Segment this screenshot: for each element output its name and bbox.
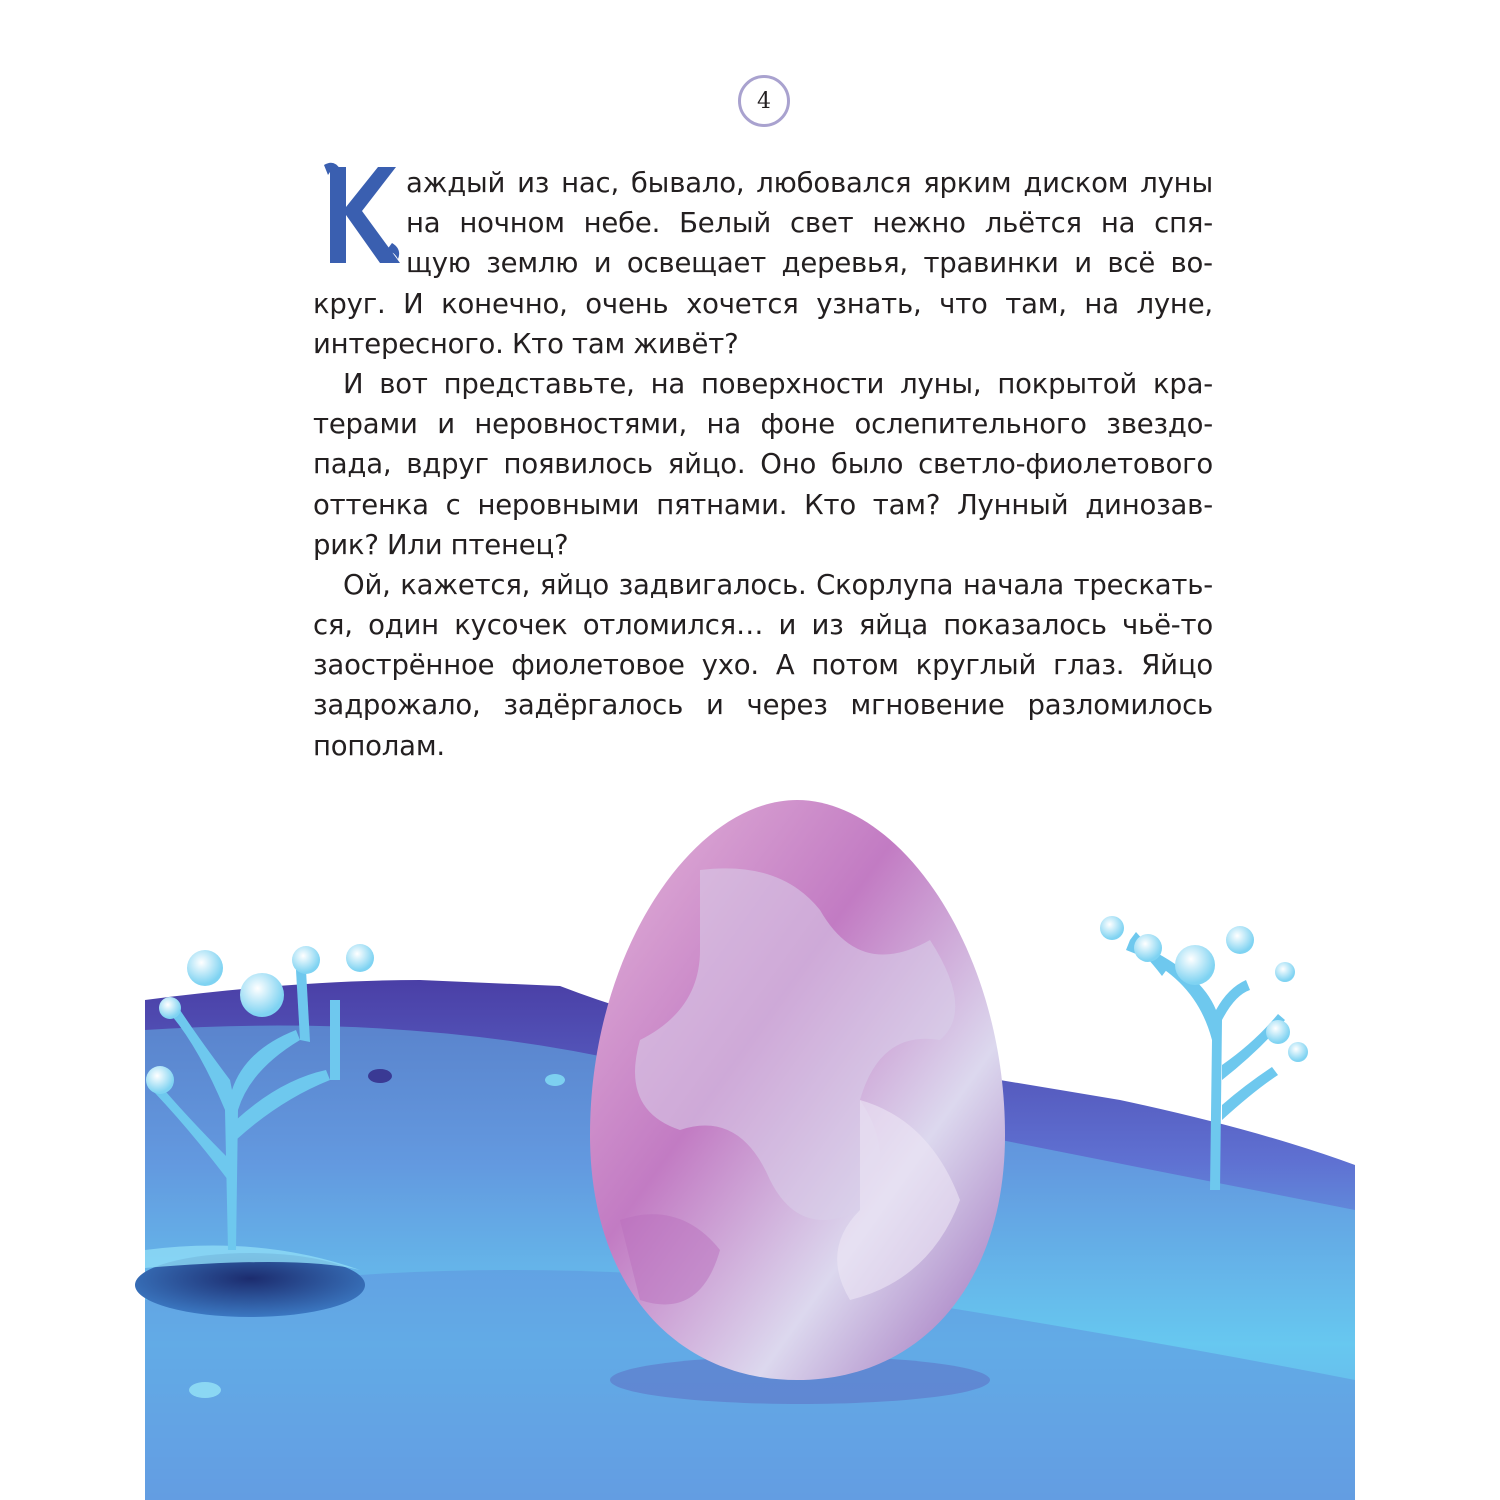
story-word: Скорлупа xyxy=(816,568,954,601)
story-word: кусочек xyxy=(454,609,568,642)
story-word: луны, xyxy=(900,367,982,400)
story-word: вдруг xyxy=(406,448,489,481)
story-line xyxy=(313,525,1213,565)
story-word: из xyxy=(517,167,550,199)
story-word: хочется xyxy=(686,287,799,320)
story-word: птенец? xyxy=(450,528,569,561)
story-line xyxy=(313,645,1213,685)
story-word: ярким xyxy=(923,167,1012,199)
story-word: любовался xyxy=(756,167,912,199)
story-word: неровностями, xyxy=(474,408,688,441)
story-word: И xyxy=(403,287,424,320)
story-word: из xyxy=(811,609,844,642)
story-word: задрожало, xyxy=(313,689,481,722)
story-word: небе. xyxy=(583,207,661,240)
story-word: луны xyxy=(1140,167,1213,199)
story-word: нежно xyxy=(872,207,966,240)
story-line xyxy=(313,726,1213,766)
story-word: показалось xyxy=(943,609,1107,642)
story-word: живёт? xyxy=(633,327,739,360)
story-word: потом xyxy=(811,649,899,682)
story-word: интересного. xyxy=(313,327,504,360)
story-word: аждый xyxy=(406,167,506,199)
story-word: А xyxy=(775,649,795,682)
story-word: отломился… xyxy=(582,609,764,642)
story-line xyxy=(313,444,1213,484)
story-word: бывало, xyxy=(630,167,745,199)
story-word: льётся xyxy=(984,207,1082,240)
story-word: свет xyxy=(789,207,854,240)
story-word: кра- xyxy=(1152,367,1213,400)
story-word: яйцо. xyxy=(667,448,746,481)
story-word: там, xyxy=(1005,287,1067,320)
story-line xyxy=(313,324,1213,364)
story-word: с xyxy=(445,488,461,521)
story-word: яйцо xyxy=(539,568,609,601)
story-word: покрытой xyxy=(997,367,1138,400)
story-word: чьё-то xyxy=(1122,609,1213,642)
story-word: пада, xyxy=(313,448,392,481)
story-word: фоне xyxy=(760,408,835,441)
story-word: на xyxy=(706,408,741,441)
story-word: Кто xyxy=(511,327,564,360)
story-word: разломилось xyxy=(1027,689,1213,722)
story-word: конечно, xyxy=(441,287,568,320)
story-word: всё xyxy=(1107,247,1156,280)
story-word: Оно xyxy=(760,448,817,481)
story-line xyxy=(313,284,1213,324)
story-word: терами xyxy=(313,408,418,441)
story-word: неровными xyxy=(477,488,640,521)
story-word: трескать- xyxy=(1073,568,1213,601)
story-word: круг. xyxy=(313,287,386,320)
story-word: диском xyxy=(1023,167,1129,199)
story-word: один xyxy=(368,609,439,642)
story-word: ся, xyxy=(313,609,353,642)
story-word: Ой, xyxy=(343,568,391,601)
story-word: ухо. xyxy=(701,649,759,682)
story-word: и xyxy=(778,609,797,642)
story-word: освещает xyxy=(626,247,767,280)
story-word: Белый xyxy=(679,207,772,240)
story-word: звездо- xyxy=(1106,408,1213,441)
story-word: Или xyxy=(387,528,443,561)
story-word: яйца xyxy=(858,609,929,642)
story-word: узнать, xyxy=(816,287,922,320)
page-number: 4 xyxy=(738,75,790,127)
story-line xyxy=(313,685,1213,725)
story-word: на xyxy=(406,207,441,240)
story-line xyxy=(313,163,1213,203)
story-word: появилось xyxy=(503,448,653,481)
story-line xyxy=(313,404,1213,444)
story-word: там xyxy=(572,327,626,360)
story-word: очень xyxy=(585,287,669,320)
story-word: задёргалось xyxy=(503,689,684,722)
story-word: спя- xyxy=(1154,207,1213,240)
story-word: динозав- xyxy=(1085,488,1213,521)
story-line xyxy=(313,605,1213,645)
story-word: ночном xyxy=(459,207,565,240)
story-word: на xyxy=(650,367,686,400)
moon-landscape-illustration xyxy=(0,780,1500,1500)
story-word: щую xyxy=(406,247,471,280)
drop-cap-letter xyxy=(316,159,406,267)
story-word: круглый xyxy=(915,649,1037,682)
story-word: светло-фиолетового xyxy=(918,448,1213,481)
story-word: Яйцо xyxy=(1141,649,1213,682)
story-word: нас, xyxy=(561,167,620,199)
story-line xyxy=(313,243,1213,283)
story-word: и xyxy=(437,408,455,441)
story-word: луне, xyxy=(1136,287,1213,320)
story-line xyxy=(313,203,1213,243)
story-word: на xyxy=(1100,207,1136,240)
story-word: и xyxy=(1074,247,1092,280)
story-line xyxy=(313,485,1213,525)
story-word: заострённое xyxy=(313,649,495,682)
story-word: вот xyxy=(379,367,428,400)
story-word: фиолетовое xyxy=(511,649,685,682)
story-word: представьте, xyxy=(443,367,635,400)
story-word: начала xyxy=(962,568,1065,601)
story-word: через xyxy=(746,689,828,722)
story-word: ослепительного xyxy=(854,408,1087,441)
story-line xyxy=(313,565,1213,605)
story-word: и xyxy=(593,247,612,280)
story-line xyxy=(313,364,1213,404)
story-text xyxy=(313,163,1213,766)
story-word: мгновение xyxy=(850,689,1005,722)
purple-egg xyxy=(590,800,1005,1404)
story-word: деревья, xyxy=(781,247,908,280)
story-word: И xyxy=(343,367,364,400)
story-word: Лунный xyxy=(957,488,1069,521)
story-word: задвигалось. xyxy=(618,568,807,601)
story-word: кажется, xyxy=(400,568,531,601)
story-word: было xyxy=(831,448,904,481)
story-word: Кто xyxy=(804,488,856,521)
story-word: во- xyxy=(1170,247,1213,280)
story-word: рик? xyxy=(313,528,379,561)
story-word: на xyxy=(1084,287,1119,320)
story-word: там? xyxy=(872,488,941,521)
story-word: и xyxy=(705,689,724,722)
story-word: что xyxy=(939,287,988,320)
story-word: пятнами. xyxy=(656,488,788,521)
story-word: травинки xyxy=(923,247,1059,280)
story-word: глаз. xyxy=(1053,649,1125,682)
story-word: землю xyxy=(486,247,579,280)
story-word: оттенка xyxy=(313,488,429,521)
story-word: поверхности xyxy=(700,367,885,400)
story-word: пополам. xyxy=(313,729,445,762)
